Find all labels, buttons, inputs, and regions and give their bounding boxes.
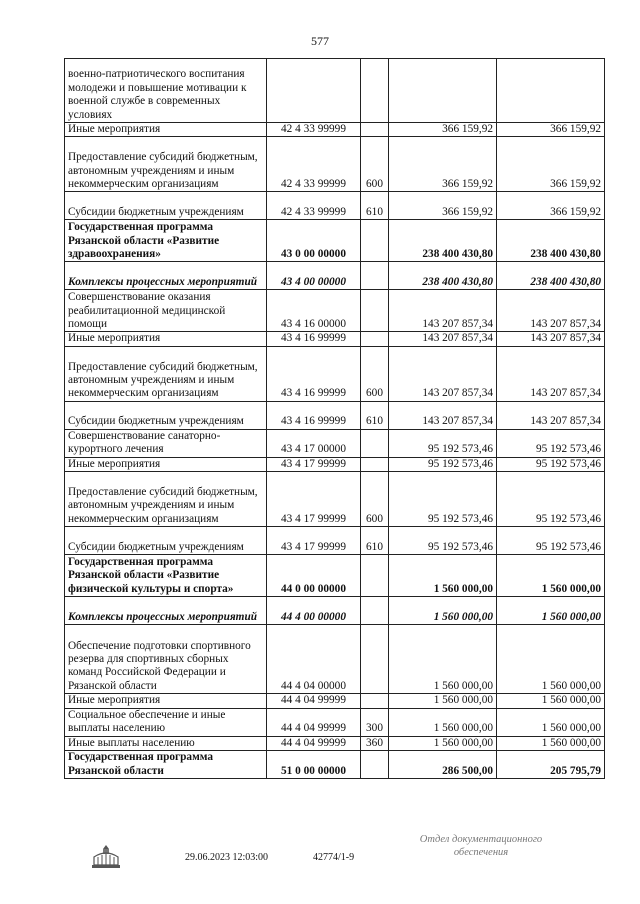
table-row <box>65 527 605 555</box>
row-amount-1-cell: 95 192 573,46 <box>389 457 497 471</box>
row-code-cell: 42 4 33 99999 <box>267 137 361 192</box>
table-row <box>65 736 605 750</box>
row-code-cell: 44 4 04 99999 <box>267 736 361 750</box>
row-expense-type-cell <box>361 751 389 779</box>
row-amount-2-cell: 238 400 430,80 <box>497 220 605 262</box>
row-expense-type-cell <box>361 262 389 290</box>
row-code-cell <box>267 59 361 123</box>
row-expense-type-cell <box>361 694 389 708</box>
row-code-cell: 43 4 16 00000 <box>267 290 361 332</box>
row-expense-type-cell <box>361 625 389 694</box>
row-code-cell: 43 4 17 99999 <box>267 457 361 471</box>
row-name-cell: Совершенствование оказания реабилитационной медицинской помощи <box>65 290 267 332</box>
row-code-cell: 43 4 16 99999 <box>267 346 361 401</box>
department-stamp <box>396 833 566 859</box>
row-expense-type-cell <box>361 220 389 262</box>
table-row <box>65 290 605 332</box>
footer-doc-code: 42774/1-9 <box>313 852 355 863</box>
row-code-cell: 44 4 00 00000 <box>267 597 361 625</box>
budget-table <box>64 58 605 779</box>
row-code-cell: 44 4 04 99999 <box>267 694 361 708</box>
row-name-cell: Субсидии бюджетным учреждениям <box>65 527 267 555</box>
table-row <box>65 401 605 429</box>
table-row <box>65 332 605 346</box>
row-amount-1-cell: 366 159,92 <box>389 137 497 192</box>
row-amount-2-cell: 1 560 000,00 <box>497 625 605 694</box>
row-amount-2-cell <box>497 59 605 123</box>
row-amount-1-cell: 1 560 000,00 <box>389 708 497 736</box>
row-amount-2-cell: 366 159,92 <box>497 137 605 192</box>
row-expense-type-cell <box>361 332 389 346</box>
row-code-cell: 43 4 16 99999 <box>267 332 361 346</box>
row-amount-1-cell: 95 192 573,46 <box>389 429 497 457</box>
stamp-line-1: Отдел документационного <box>419 834 543 845</box>
row-name-cell: Предоставление субсидий бюджетным, автономным учреждениям и иным некоммерческим организациям <box>65 137 267 192</box>
table-row <box>65 597 605 625</box>
row-code-cell: 42 4 33 99999 <box>267 192 361 220</box>
page-number: 577 <box>311 34 329 48</box>
row-amount-1-cell: 1 560 000,00 <box>389 597 497 625</box>
table-row <box>65 555 605 597</box>
row-amount-1-cell: 143 207 857,34 <box>389 332 497 346</box>
row-amount-2-cell: 366 159,92 <box>497 192 605 220</box>
row-name-cell: военно-патриотического воспитания молодежи и повышение мотивации к военной службе в современных условиях <box>65 59 267 123</box>
emblem-icon <box>90 843 122 871</box>
row-amount-1-cell: 366 159,92 <box>389 123 497 137</box>
table-row <box>65 751 605 779</box>
row-amount-1-cell: 143 207 857,34 <box>389 290 497 332</box>
row-expense-type-cell: 600 <box>361 472 389 527</box>
row-name-cell: Иные выплаты населению <box>65 736 267 750</box>
row-amount-2-cell: 238 400 430,80 <box>497 262 605 290</box>
row-expense-type-cell <box>361 457 389 471</box>
row-amount-1-cell: 286 500,00 <box>389 751 497 779</box>
row-amount-1-cell: 366 159,92 <box>389 192 497 220</box>
row-expense-type-cell: 600 <box>361 346 389 401</box>
stamp-line-2: обеспечения <box>453 847 509 858</box>
row-name-cell: Государственная программа Рязанской области «Развитие физической культуры и спорта» <box>65 555 267 597</box>
row-amount-1-cell: 1 560 000,00 <box>389 625 497 694</box>
row-amount-2-cell: 95 192 573,46 <box>497 527 605 555</box>
row-name-cell: Комплексы процессных мероприятий <box>65 597 267 625</box>
table-row <box>65 625 605 694</box>
row-code-cell: 51 0 00 00000 <box>267 751 361 779</box>
row-code-cell: 43 4 00 00000 <box>267 262 361 290</box>
row-expense-type-cell <box>361 597 389 625</box>
row-name-cell: Совершенствование санаторно-курортного лечения <box>65 429 267 457</box>
row-amount-2-cell: 1 560 000,00 <box>497 736 605 750</box>
row-amount-2-cell: 95 192 573,46 <box>497 429 605 457</box>
row-name-cell: Государственная программа Рязанской области «Развитие здравоохранения» <box>65 220 267 262</box>
row-code-cell: 42 4 33 99999 <box>267 123 361 137</box>
row-amount-2-cell: 1 560 000,00 <box>497 708 605 736</box>
footer-date: 29.06.2023 12:03:00 <box>185 852 269 863</box>
row-expense-type-cell <box>361 59 389 123</box>
row-code-cell: 43 4 17 99999 <box>267 472 361 527</box>
row-name-cell: Государственная программа Рязанской области <box>65 751 267 779</box>
row-amount-2-cell: 1 560 000,00 <box>497 555 605 597</box>
row-expense-type-cell: 610 <box>361 401 389 429</box>
table-row <box>65 137 605 192</box>
table-row <box>65 429 605 457</box>
row-amount-2-cell: 143 207 857,34 <box>497 401 605 429</box>
row-name-cell: Иные мероприятия <box>65 123 267 137</box>
row-amount-1-cell: 1 560 000,00 <box>389 736 497 750</box>
row-amount-1-cell <box>389 59 497 123</box>
table-row <box>65 262 605 290</box>
row-name-cell: Иные мероприятия <box>65 332 267 346</box>
row-amount-1-cell: 1 560 000,00 <box>389 694 497 708</box>
table-row <box>65 59 605 123</box>
row-amount-2-cell: 205 795,79 <box>497 751 605 779</box>
row-name-cell: Комплексы процессных мероприятий <box>65 262 267 290</box>
row-name-cell: Иные мероприятия <box>65 457 267 471</box>
row-amount-1-cell: 143 207 857,34 <box>389 346 497 401</box>
row-amount-1-cell: 238 400 430,80 <box>389 220 497 262</box>
row-name-cell: Иные мероприятия <box>65 694 267 708</box>
table-row <box>65 346 605 401</box>
row-name-cell: Обеспечение подготовки спортивного резерва для спортивных сборных команд Российской Федерации и Рязанской области <box>65 625 267 694</box>
row-code-cell: 43 4 17 00000 <box>267 429 361 457</box>
row-name-cell: Предоставление субсидий бюджетным, автономным учреждениям и иным некоммерческим организациям <box>65 472 267 527</box>
table-row <box>65 708 605 736</box>
row-expense-type-cell: 600 <box>361 137 389 192</box>
row-amount-1-cell: 238 400 430,80 <box>389 262 497 290</box>
row-code-cell: 44 4 04 00000 <box>267 625 361 694</box>
row-amount-1-cell: 143 207 857,34 <box>389 401 497 429</box>
row-amount-1-cell: 95 192 573,46 <box>389 527 497 555</box>
row-code-cell: 43 4 16 99999 <box>267 401 361 429</box>
row-code-cell: 43 4 17 99999 <box>267 527 361 555</box>
table-row <box>65 472 605 527</box>
row-name-cell: Предоставление субсидий бюджетным, автономным учреждениям и иным некоммерческим организациям <box>65 346 267 401</box>
row-amount-1-cell: 1 560 000,00 <box>389 555 497 597</box>
row-expense-type-cell: 300 <box>361 708 389 736</box>
row-amount-2-cell: 143 207 857,34 <box>497 290 605 332</box>
row-expense-type-cell: 610 <box>361 527 389 555</box>
table-row <box>65 123 605 137</box>
row-amount-2-cell: 143 207 857,34 <box>497 346 605 401</box>
row-expense-type-cell <box>361 123 389 137</box>
row-amount-2-cell: 366 159,92 <box>497 123 605 137</box>
row-amount-2-cell: 95 192 573,46 <box>497 457 605 471</box>
row-expense-type-cell <box>361 290 389 332</box>
row-name-cell: Социальное обеспечение и иные выплаты населению <box>65 708 267 736</box>
table-row <box>65 457 605 471</box>
table-row <box>65 220 605 262</box>
table-row <box>65 694 605 708</box>
row-expense-type-cell: 610 <box>361 192 389 220</box>
row-amount-2-cell: 1 560 000,00 <box>497 694 605 708</box>
row-amount-2-cell: 143 207 857,34 <box>497 332 605 346</box>
row-expense-type-cell <box>361 555 389 597</box>
row-code-cell: 44 0 00 00000 <box>267 555 361 597</box>
row-amount-1-cell: 95 192 573,46 <box>389 472 497 527</box>
row-amount-2-cell: 95 192 573,46 <box>497 472 605 527</box>
row-code-cell: 43 0 00 00000 <box>267 220 361 262</box>
row-name-cell: Субсидии бюджетным учреждениям <box>65 192 267 220</box>
row-code-cell: 44 4 04 99999 <box>267 708 361 736</box>
budget-table-body <box>65 59 605 779</box>
row-expense-type-cell <box>361 429 389 457</box>
row-expense-type-cell: 360 <box>361 736 389 750</box>
row-amount-2-cell: 1 560 000,00 <box>497 597 605 625</box>
row-name-cell: Субсидии бюджетным учреждениям <box>65 401 267 429</box>
table-row <box>65 192 605 220</box>
